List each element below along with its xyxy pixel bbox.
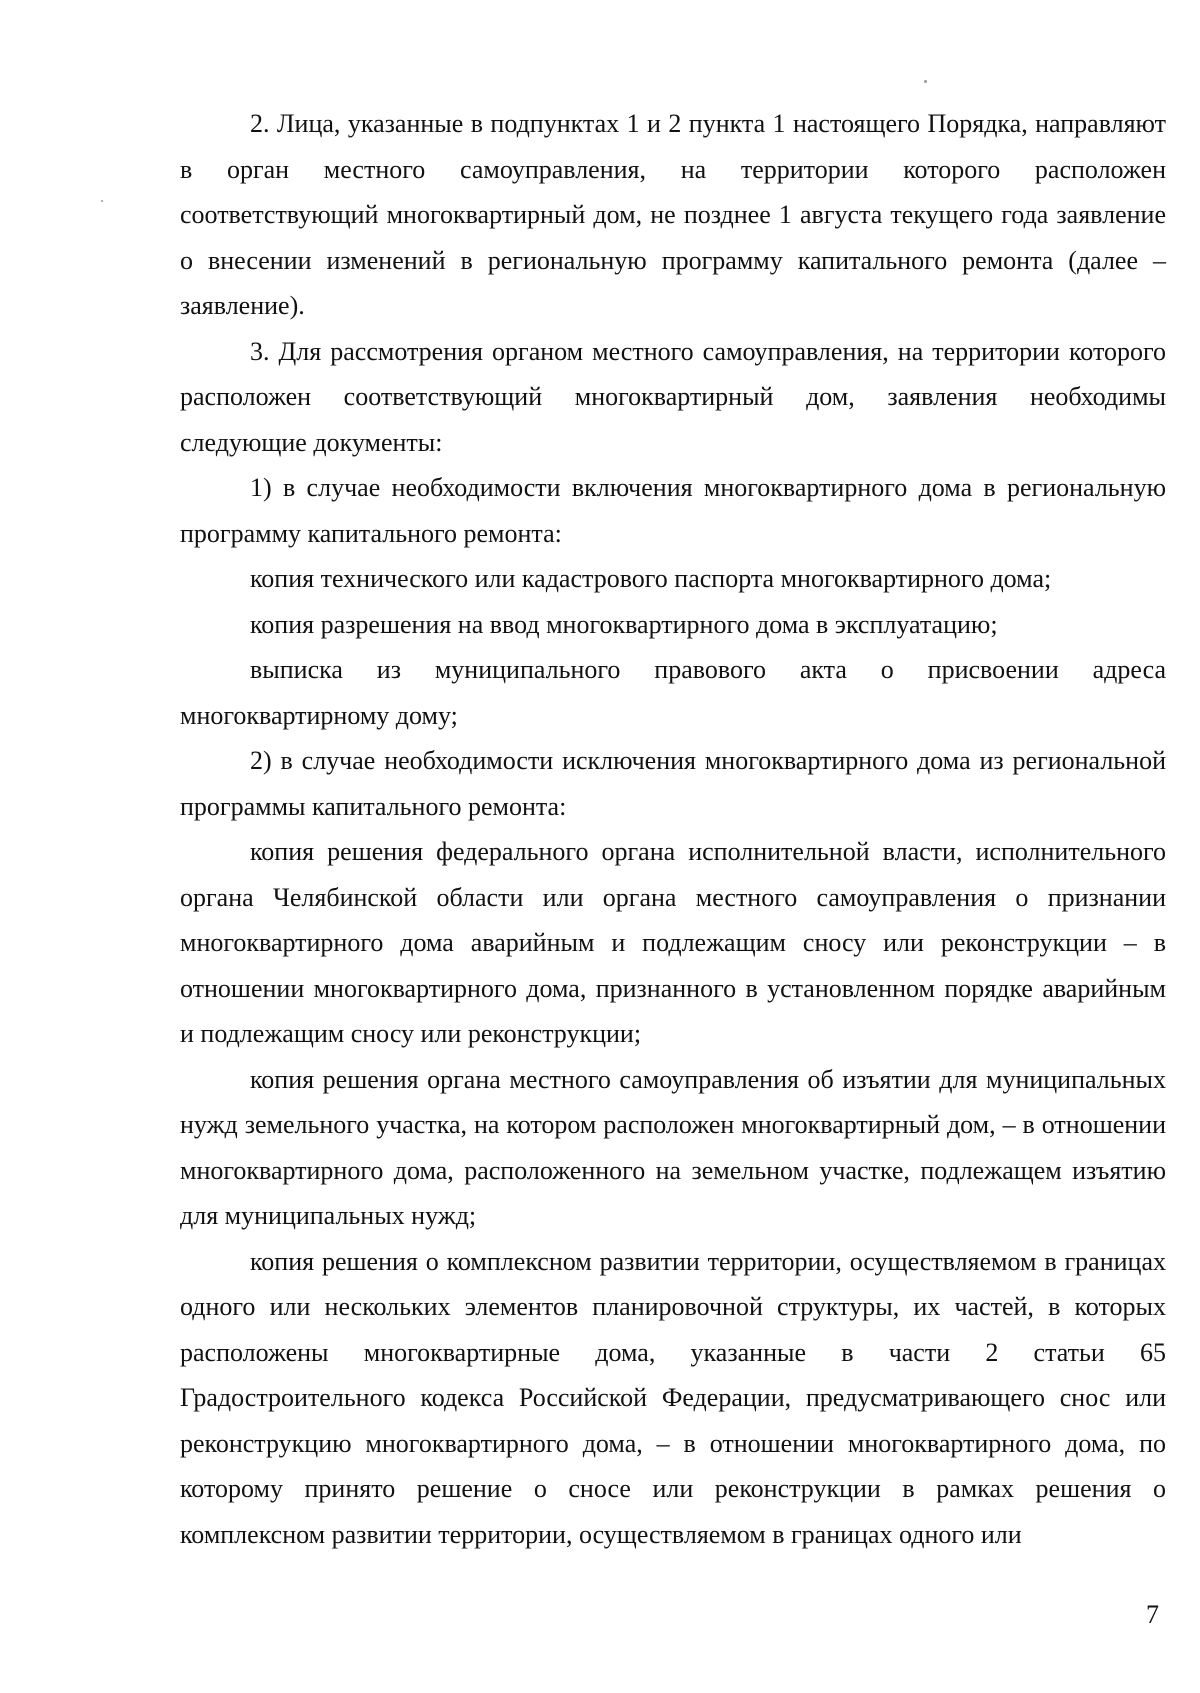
scan-speck <box>924 80 927 83</box>
list-item: копия технического или кадастрового паспорта многоквартирного дома; <box>250 564 1052 593</box>
list-item: копия решения о комплексном развитии территории, осуществляемом в границах одного или нескольких элементов планировочной структуры, их частей, в которых расположены многоквартирные дома, указанные в части 2 статьи 65 Градостроительного кодекса Российской Федерации, предусматривающего снос или реконструкцию многоквартирного дома, – в отношении многоквартирного дома, по которому принято решение о сносе или реконструкции в рамках решения о комплексном развитии территории, осуществляемом в границах одного или <box>180 1246 1166 1549</box>
list-item: копия решения органа местного самоуправления об изъятии для муниципальных нужд земельного участка, на котором расположен многоквартирный дом, – в отношении многоквартирного дома, расположенного на земельном участке, подлежащем изъятию для муниципальных нужд; <box>180 1064 1166 1230</box>
list-item: копия разрешения на ввод многоквартирного дома в эксплуатацию; <box>250 609 998 639</box>
paragraph-3: 3. Для рассмотрения органом местного самоуправления, на территории которого расположен соответствующий многоквартирный дом, заявления необходимы следующие документы: <box>180 336 1166 457</box>
list-item: копия решения федерального органа исполнительной власти, исполнительного органа Челябинской области или органа местного самоуправления о признании многоквартирного дома аварийным и подлежащим сносу или реконструкции – в отношении многоквартирного дома, признанного в установленном порядке аварийным и подлежащим сносу или реконструкции; <box>180 837 1166 1048</box>
subitem-2: 2) в случае необходимости исключения многоквартирного дома из региональной программы капитального ремонта: <box>180 746 1166 821</box>
paragraph-2: 2. Лица, указанные в подпунктах 1 и 2 пункта 1 настоящего Порядка, направляют в орган местного самоуправления, на территории которого расположен соответствующий многоквартирный дом, не позднее 1 августа текущего года заявление о внесении изменений в региональную программу капитального ремонта (далее – заявление). <box>180 109 1166 320</box>
document-body <box>180 101 1166 1557</box>
subitem-1: 1) в случае необходимости включения многоквартирного дома в региональную программу капитального ремонта: <box>180 473 1166 548</box>
scan-speck <box>101 200 103 202</box>
list-item: выписка из муниципального правового акта о присвоении адреса многоквартирному дому; <box>180 655 1166 730</box>
page-number: 7 <box>1146 1600 1159 1629</box>
